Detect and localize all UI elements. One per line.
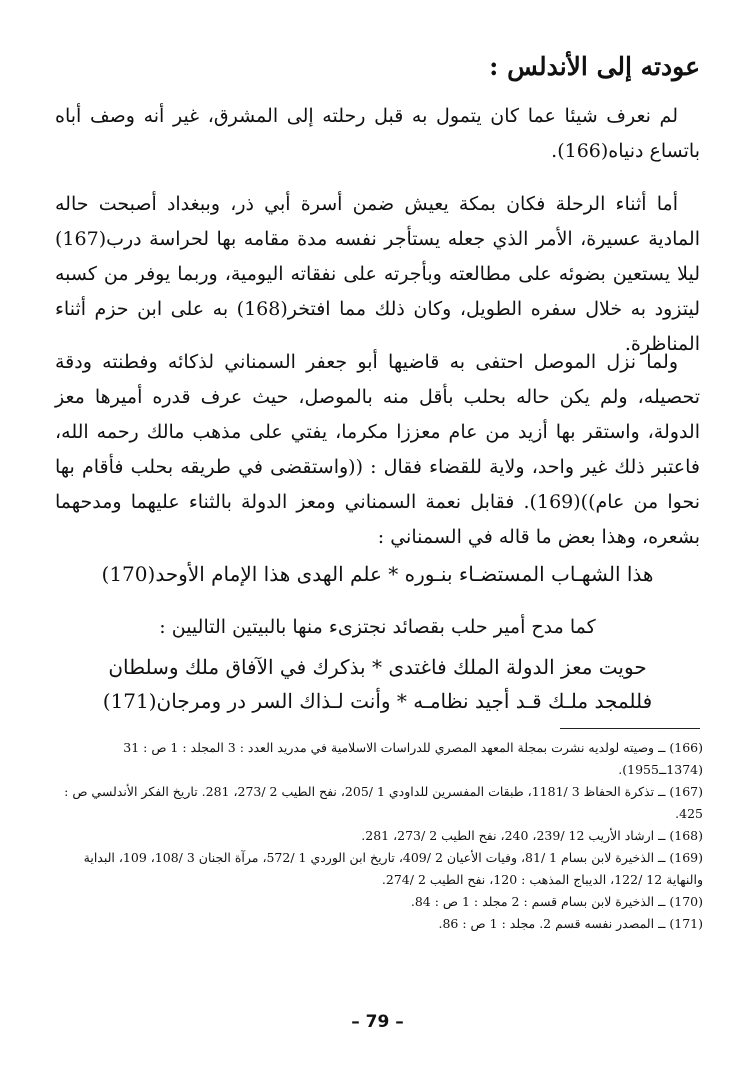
footnote: (166) ــ وصيته لولديه نشرت بمجلة المعهد المصري للدراسات الاسلامية في مدريد العدد : 3 المجلد : 1 ص : 31 (1374ــ1955). bbox=[123, 740, 703, 777]
verse-block-2 bbox=[55, 650, 700, 718]
footnote: (170) ــ الذخيرة لابن بسام قسم : 2 مجلد : 1 ص : 84. bbox=[410, 894, 703, 909]
footnote: (169) ــ الذخيرة لابن بسام 1 /81، وفيات الأعيان 2 /409، تاريخ ابن الوردي 1 /572، مرآة الجنان 3 /108، 109، البداية والنهاية 12 /122، الديباج المذهب : 120، نفح الطيب 2 /274. bbox=[83, 850, 703, 887]
verse-line: حويت معز الدولة الملك فاغتدى * بذكرك في الآفاق ملك وسلطان bbox=[108, 655, 647, 679]
verse-line: هذا الشهـاب المستضـاء بنـوره * علم الهدى هذا الإمام الأوحد(170) bbox=[101, 562, 654, 586]
paragraph-3: ولما نزل الموصل احتفى به قاضيها أبو جعفر السمناني لذكائه وفطنته ودقة تحصيله، ولم يكن حاله بحلب بأقل منه بالموصل، حيث عرف قدره أميرها معز الدولة، واستقر بها أزيد من عام معززا مكرما، يفتي على مذهب مالك رحمه الله، فاعتبر ذلك غير واحد، ولاية للقضاء فقال : ((واستقضى في طريقه بحلب فأقام بها نحوا من عام))(169). فقابل نعمة السمناني ومعز الدولة بالثناء عليهما ومدحهما بشعره، وهذا بعض ما قاله في السمناني : bbox=[55, 351, 701, 548]
footnote: (171) ــ المصدر نفسه قسم 2. مجلد : 1 ص : 86. bbox=[438, 916, 703, 931]
footnote-divider bbox=[560, 728, 700, 729]
verse-intro: كما مدح أمير حلب بقصائد نجتزىء منها بالبيتين التاليين : bbox=[159, 616, 596, 638]
page-number: – 79 – bbox=[351, 1012, 404, 1032]
verse-block-1 bbox=[55, 557, 700, 591]
footnote: (167) ــ تذكرة الحفاظ 3 /1181، طبقات المفسرين للداودي 1 /205، نفح الطيب 2 /273، 281. تاريخ الفكر الأندلسي ص : 425. bbox=[64, 784, 703, 821]
verse-line: فللمجد ملـك قـد أجيد نظامـه * وأنت لـذاك السر در ومرجان(171) bbox=[102, 689, 653, 713]
footnotes bbox=[52, 737, 703, 935]
paragraph-1: لم نعرف شيئا عما كان يتمول به قبل رحلته إلى المشرق، غير أنه وصف أباه باتساع دنياه(166). bbox=[55, 105, 700, 162]
footnote: (168) ــ ارشاد الأريب 12 /239، 240، نفح الطيب 2 /273، 281. bbox=[361, 828, 703, 843]
section-heading: عودته إلى الأندلس : bbox=[489, 52, 700, 81]
paragraph-2: أما أثناء الرحلة فكان بمكة يعيش ضمن أسرة أبي ذر، وببغداد أصبحت حاله المادية عسيرة، الأمر الذي جعله يستأجر نفسه مدة مقامه بها لحراسة درب(167) ليلا يستعين بضوئه على مطالعته وبأجرته على نفقاته اليومية، وربما يوفر من كسبه ليتزود به خلال سفره الطويل، وكان ذلك مما افتخر(168) به على ابن حزم أثناء المناظرة. bbox=[55, 193, 700, 355]
